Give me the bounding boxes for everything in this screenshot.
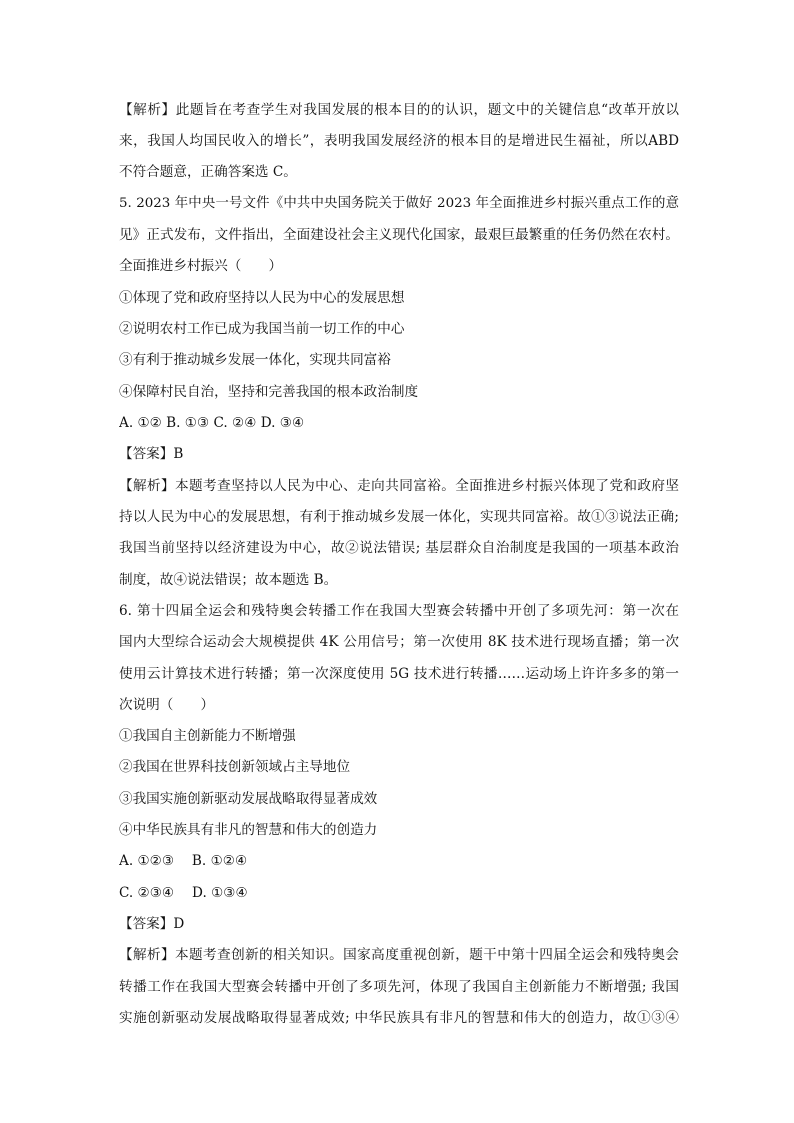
- text-line: 实施创新驱动发展战略取得显著成效; 中华民族具有非凡的智慧和伟大的创造力，故①③④: [119, 1010, 679, 1026]
- text-line: 【解析】本题考查坚持以人民为中心、走向共同富裕。全面推进乡村振兴体现了党和政府坚: [119, 478, 679, 494]
- text-line: 国内大型综合运动会大规模提供 4K 公用信号；第一次使用 8K 技术进行现场直播；第一次: [119, 634, 679, 650]
- option-statement: ①我国自主创新能力不断增强: [119, 728, 296, 744]
- answer-label: 【答案】D: [119, 916, 185, 932]
- text-line: 我国当前坚持以经济建设为中心，故②说法错误; 基层群众自治制度是我国的一项基本政治: [119, 540, 679, 556]
- option-statement: ①体现了党和政府坚持以人民为中心的发展思想: [119, 290, 405, 306]
- text-line: 【解析】此题旨在考查学生对我国发展的根本目的的认识，题文中的关键信息“改革开放以: [119, 102, 679, 118]
- option-statement: ③有利于推动城乡发展一体化，实现共同富裕: [119, 352, 391, 368]
- option-statement: ②我国在世界科技创新领域占主导地位: [119, 759, 351, 775]
- text-line: 见》正式发布，文件指出，全面建设社会主义现代化国家，最艰巨最繁重的任务仍然在农村。: [119, 227, 679, 243]
- text-line: 次说明（ ）: [119, 697, 215, 713]
- text-line: 使用云计算技术进行转播；第一次深度使用 5G 技术进行转播……运动场上许许多多的第一: [119, 666, 679, 682]
- text-line: 转播工作在我国大型赛会转播中开创了多项先河，体现了我国自主创新能力不断增强; 我国: [119, 979, 679, 995]
- text-line: 【解析】本题考查创新的相关知识。国家高度重视创新，题干中第十四届全运会和残特奥会: [119, 947, 679, 963]
- answer-choices: A. ①② B. ①③ C. ②④ D. ③④: [119, 415, 305, 431]
- answer-choices: A. ①②③ B. ①②④: [119, 853, 248, 869]
- question-5-stem: 5. 2023 年中央一号文件《中共中央国务院关于做好 2023 年全面推进乡村振兴重点工作的意: [119, 196, 679, 211]
- option-statement: ④保障村民自治，坚持和完善我国的根本政治制度: [119, 384, 419, 400]
- answer-choices: C. ②③④ D. ①③④: [119, 885, 248, 901]
- option-statement: ④中华民族具有非凡的智慧和伟大的创造力: [119, 822, 378, 838]
- answer-label: 【答案】B: [119, 446, 184, 462]
- text-line: 不符合题意，正确答案选 C。: [119, 164, 297, 180]
- text-line: 全面推进乡村振兴（ ）: [119, 258, 283, 274]
- text-line: 制度，故④说法错误；故本题选 B。: [119, 572, 338, 588]
- option-statement: ②说明农村工作已成为我国当前一切工作的中心: [119, 321, 405, 337]
- question-6-stem: 6. 第十四届全运会和残特奥会转播工作在我国大型赛会转播中开创了多项先河：第一次在: [119, 603, 679, 619]
- option-statement: ③我国实施创新驱动发展战略取得显著成效: [119, 791, 378, 807]
- text-line: 持以人民为中心的发展思想，有利于推动城乡发展一体化，实现共同富裕。故①③说法正确;: [119, 509, 679, 525]
- text-line: 来，我国人均国民收入的增长”，表明我国发展经济的根本目的是增进民生福祉，所以ABD: [119, 133, 679, 149]
